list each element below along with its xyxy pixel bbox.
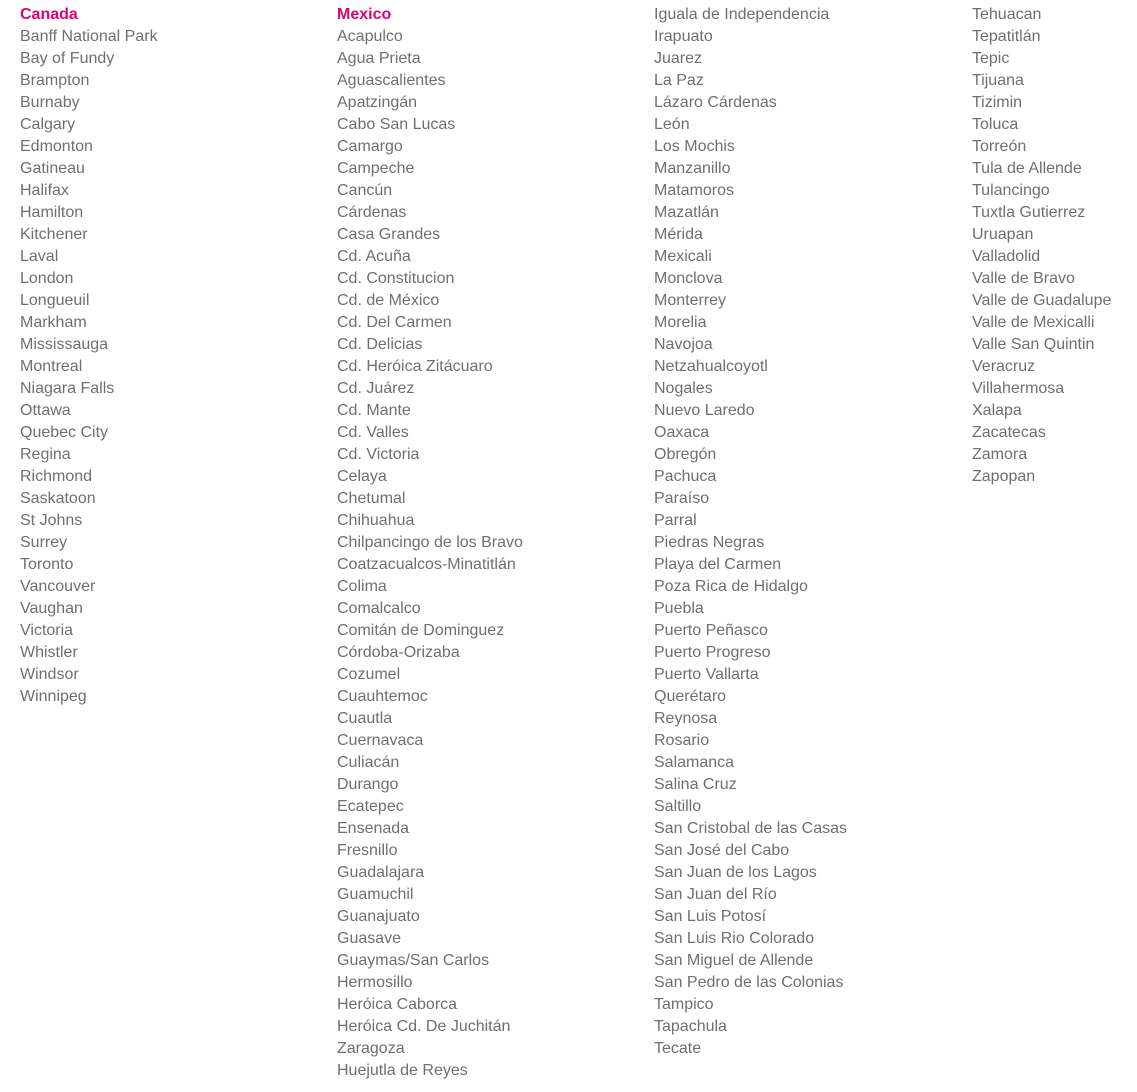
mexico-city-list-continued: [654, 4, 847, 1060]
city-link[interactable]: Uruapan: [972, 226, 1034, 243]
city-link[interactable]: Cozumel: [337, 666, 401, 683]
city-link[interactable]: Mérida: [654, 226, 703, 243]
city-link[interactable]: St Johns: [20, 512, 83, 529]
city-link[interactable]: Nuevo Laredo: [654, 402, 755, 419]
city-link[interactable]: Netzahualcoyotl: [654, 358, 768, 375]
city-link[interactable]: Tehuacan: [972, 6, 1042, 23]
city-link[interactable]: San Luis Rio Colorado: [654, 930, 815, 947]
city-link[interactable]: Tulancingo: [972, 182, 1050, 199]
city-link[interactable]: Huejutla de Reyes: [337, 1062, 468, 1079]
city-link[interactable]: Victoria: [20, 622, 74, 639]
city-link[interactable]: Quebec City: [20, 424, 109, 441]
city-link[interactable]: Guaymas/San Carlos: [337, 952, 490, 969]
city-link[interactable]: Regina: [20, 446, 71, 463]
city-link[interactable]: Tizimin: [972, 94, 1023, 111]
city-link[interactable]: Oaxaca: [654, 424, 710, 441]
city-link[interactable]: Cuautla: [337, 710, 393, 727]
city-link[interactable]: Navojoa: [654, 336, 713, 353]
city-link[interactable]: San Luis Potosí: [654, 908, 767, 925]
city-link[interactable]: Morelia: [654, 314, 707, 331]
city-link[interactable]: Richmond: [20, 468, 93, 485]
city-link[interactable]: Chilpancingo de los Bravo: [337, 534, 523, 551]
city-link[interactable]: Zaragoza: [337, 1040, 405, 1057]
city-link[interactable]: Cd. Valles: [337, 424, 409, 441]
city-link[interactable]: Cd. Mante: [337, 402, 411, 419]
city-link[interactable]: Chihuahua: [337, 512, 415, 529]
city-link[interactable]: Windsor: [20, 666, 79, 683]
city-link[interactable]: Tampico: [654, 996, 714, 1013]
city-link[interactable]: Guadalajara: [337, 864, 425, 881]
city-link[interactable]: Saltillo: [654, 798, 702, 815]
city-link[interactable]: Reynosa: [654, 710, 718, 727]
city-link[interactable]: Brampton: [20, 72, 90, 89]
city-link[interactable]: La Paz: [654, 72, 704, 89]
city-link[interactable]: Salamanca: [654, 754, 735, 771]
city-link[interactable]: Mazatlán: [654, 204, 719, 221]
city-link[interactable]: Gatineau: [20, 160, 85, 177]
city-link[interactable]: Xalapa: [972, 402, 1022, 419]
city-link[interactable]: Cuernavaca: [337, 732, 424, 749]
city-link[interactable]: Acapulco: [337, 28, 403, 45]
mexico-column-continued-2: [972, 4, 1111, 488]
city-link[interactable]: Durango: [337, 776, 399, 793]
city-link[interactable]: Laval: [20, 248, 59, 265]
city-link[interactable]: Fresnillo: [337, 842, 398, 859]
city-link[interactable]: Tecate: [654, 1040, 702, 1057]
city-link[interactable]: Zapopan: [972, 468, 1036, 485]
city-link[interactable]: Puebla: [654, 600, 704, 617]
city-link[interactable]: Edmonton: [20, 138, 93, 155]
mexico-column: [337, 4, 523, 1082]
city-link[interactable]: Heróica Cd. De Juchitán: [337, 1018, 511, 1035]
city-link[interactable]: Tuxtla Gutierrez: [972, 204, 1086, 221]
city-link[interactable]: Chetumal: [337, 490, 406, 507]
city-link[interactable]: León: [654, 116, 690, 133]
mexico-column-continued: [654, 4, 847, 1060]
city-link[interactable]: Hamilton: [20, 204, 84, 221]
city-link[interactable]: Ottawa: [20, 402, 71, 419]
city-link[interactable]: Playa del Carmen: [654, 556, 782, 573]
city-link[interactable]: Comalcalco: [337, 600, 421, 617]
city-link[interactable]: Tapachula: [654, 1018, 727, 1035]
city-link[interactable]: Camargo: [337, 138, 403, 155]
city-link[interactable]: Cárdenas: [337, 204, 407, 221]
city-link[interactable]: Pachuca: [654, 468, 717, 485]
city-link[interactable]: Parral: [654, 512, 697, 529]
city-link[interactable]: Apatzingán: [337, 94, 418, 111]
city-link[interactable]: Agua Prieta: [337, 50, 421, 67]
city-link[interactable]: Toronto: [20, 556, 74, 573]
city-link[interactable]: Monclova: [654, 270, 723, 287]
city-link[interactable]: Cabo San Lucas: [337, 116, 456, 133]
city-link[interactable]: San Miguel de Allende: [654, 952, 814, 969]
city-link[interactable]: Guanajuato: [337, 908, 420, 925]
city-link[interactable]: Veracruz: [972, 358, 1036, 375]
city-link[interactable]: Hermosillo: [337, 974, 413, 991]
city-link[interactable]: Guasave: [337, 930, 402, 947]
city-link[interactable]: Valle de Bravo: [972, 270, 1075, 287]
city-link[interactable]: Calgary: [20, 116, 76, 133]
city-link[interactable]: Tula de Allende: [972, 160, 1082, 177]
city-link[interactable]: Vaughan: [20, 600, 83, 617]
city-link[interactable]: Poza Rica de Hidalgo: [654, 578, 808, 595]
city-link[interactable]: Cuauhtemoc: [337, 688, 428, 705]
city-link[interactable]: Colima: [337, 578, 387, 595]
city-link[interactable]: Casa Grandes: [337, 226, 441, 243]
canada-city-list: [20, 26, 158, 708]
city-link[interactable]: Los Mochis: [654, 138, 735, 155]
city-link[interactable]: Guamuchil: [337, 886, 414, 903]
city-link[interactable]: Cd. Acuña: [337, 248, 411, 265]
city-link[interactable]: Manzanillo: [654, 160, 731, 177]
mexico-heading: Mexico: [337, 6, 392, 23]
city-link[interactable]: Valle de Guadalupe: [972, 292, 1112, 309]
city-link[interactable]: Comitán de Dominguez: [337, 622, 505, 639]
city-link[interactable]: Villahermosa: [972, 380, 1065, 397]
mexico-city-list: [337, 26, 523, 1082]
city-link[interactable]: Lázaro Cárdenas: [654, 94, 777, 111]
city-link[interactable]: Tepatitlán: [972, 28, 1041, 45]
city-link[interactable]: Aguascalientes: [337, 72, 446, 89]
city-link[interactable]: San Pedro de las Colonias: [654, 974, 844, 991]
city-link[interactable]: Cd. Juárez: [337, 380, 415, 397]
city-link[interactable]: Winnipeg: [20, 688, 87, 705]
city-link[interactable]: Whistler: [20, 644, 78, 661]
city-link[interactable]: Córdoba-Orizaba: [337, 644, 460, 661]
city-link[interactable]: Surrey: [20, 534, 68, 551]
canada-heading: Canada: [20, 6, 78, 23]
city-link[interactable]: Tepic: [972, 50, 1010, 67]
city-link[interactable]: Nogales: [654, 380, 713, 397]
city-link[interactable]: Paraíso: [654, 490, 710, 507]
city-link[interactable]: Heróica Caborca: [337, 996, 458, 1013]
city-link[interactable]: Zamora: [972, 446, 1028, 463]
city-link[interactable]: Halifax: [20, 182, 69, 199]
city-link[interactable]: San José del Cabo: [654, 842, 790, 859]
city-link[interactable]: Torreón: [972, 138, 1027, 155]
city-link[interactable]: Obregón: [654, 446, 717, 463]
city-link[interactable]: Markham: [20, 314, 87, 331]
city-link[interactable]: London: [20, 270, 74, 287]
city-link[interactable]: Irapuato: [654, 28, 713, 45]
city-link[interactable]: San Juan de los Lagos: [654, 864, 817, 881]
city-link[interactable]: Coatzacualcos-Minatitlán: [337, 556, 516, 573]
city-link[interactable]: Tijuana: [972, 72, 1024, 89]
city-link[interactable]: San Cristobal de las Casas: [654, 820, 847, 837]
city-link[interactable]: Valle de Mexicalli: [972, 314, 1095, 331]
city-link[interactable]: Bay of Fundy: [20, 50, 115, 67]
city-link[interactable]: Querétaro: [654, 688, 727, 705]
city-link[interactable]: Toluca: [972, 116, 1019, 133]
city-link[interactable]: Valle San Quintin: [972, 336, 1095, 353]
city-link[interactable]: Cd. de México: [337, 292, 440, 309]
city-link[interactable]: Cd. Delicias: [337, 336, 423, 353]
city-link[interactable]: Cd. Heróica Zitácuaro: [337, 358, 493, 375]
city-link[interactable]: Puerto Vallarta: [654, 666, 759, 683]
city-link[interactable]: Matamoros: [654, 182, 735, 199]
city-link[interactable]: Mississauga: [20, 336, 109, 353]
city-link[interactable]: Ensenada: [337, 820, 410, 837]
city-link[interactable]: Valladolid: [972, 248, 1041, 265]
city-link[interactable]: Campeche: [337, 160, 415, 177]
city-link[interactable]: Vancouver: [20, 578, 96, 595]
city-link[interactable]: Piedras Negras: [654, 534, 765, 551]
city-link[interactable]: Cd. Constitucion: [337, 270, 455, 287]
city-link[interactable]: Kitchener: [20, 226, 88, 243]
city-link[interactable]: Mexicali: [654, 248, 712, 265]
city-link[interactable]: Burnaby: [20, 94, 80, 111]
canada-column: [20, 4, 158, 708]
city-link[interactable]: Zacatecas: [972, 424, 1046, 441]
city-link[interactable]: Rosario: [654, 732, 710, 749]
city-link[interactable]: Montreal: [20, 358, 83, 375]
city-link[interactable]: Cd. Del Carmen: [337, 314, 452, 331]
city-link[interactable]: Puerto Peñasco: [654, 622, 768, 639]
city-link[interactable]: Saskatoon: [20, 490, 96, 507]
city-link[interactable]: Iguala de Independencia: [654, 6, 830, 23]
city-link[interactable]: Cd. Victoria: [337, 446, 420, 463]
city-link[interactable]: San Juan del Río: [654, 886, 777, 903]
city-link[interactable]: Longueuil: [20, 292, 90, 309]
city-link[interactable]: Cancún: [337, 182, 393, 199]
city-link[interactable]: Monterrey: [654, 292, 727, 309]
city-link[interactable]: Culiacán: [337, 754, 400, 771]
city-link[interactable]: Banff National Park: [20, 28, 158, 45]
city-link[interactable]: Salina Cruz: [654, 776, 737, 793]
city-link[interactable]: Ecatepec: [337, 798, 404, 815]
city-link[interactable]: Puerto Progreso: [654, 644, 771, 661]
city-link[interactable]: Juarez: [654, 50, 703, 67]
city-link[interactable]: Celaya: [337, 468, 387, 485]
city-link[interactable]: Niagara Falls: [20, 380, 115, 397]
mexico-city-list-continued-2: [972, 4, 1111, 488]
